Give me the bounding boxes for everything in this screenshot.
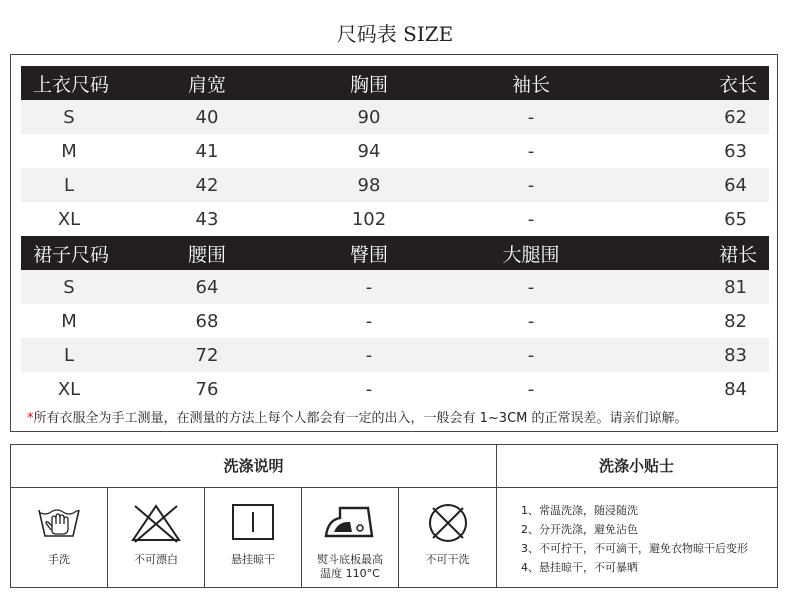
- table-cell: 43: [195, 208, 219, 230]
- table-cell: XL: [57, 378, 81, 400]
- care-label: 不可干洗: [425, 553, 470, 566]
- table-cell: -: [527, 378, 535, 400]
- header-cell: 大腿围: [441, 236, 621, 270]
- table-cell: 42: [117, 168, 297, 202]
- table-row: [21, 100, 769, 134]
- measurement-note: [27, 407, 777, 426]
- table-cell: 68: [195, 310, 219, 332]
- header-cell: 裙子尺码: [21, 236, 117, 270]
- list-item: 1、常温洗涤，随浸随洗: [521, 504, 638, 517]
- divider: [496, 445, 497, 587]
- care-item-hang-dry: [205, 488, 302, 587]
- table-cell: L: [21, 338, 117, 372]
- care-label: 悬挂晾干: [231, 553, 275, 566]
- care-instructions-title: 洗涤说明: [11, 445, 496, 488]
- list-item: 3、不可拧干，不可滴干，避免衣物晾干后变形: [521, 542, 748, 555]
- table-row: [21, 304, 769, 338]
- care-label: 不可漂白: [134, 553, 178, 566]
- table-cell: -: [527, 310, 535, 332]
- table-cell: -: [441, 338, 621, 372]
- header-cell: 裙长: [621, 236, 769, 270]
- header-cell: 衣长: [621, 66, 769, 100]
- note-text: 所有衣服全为手工测量，在测量的方法上每个人都会有一定的出入，一般会有 1~3CM 的正常误差。请亲们谅解。: [33, 411, 688, 426]
- table-cell: -: [441, 100, 621, 134]
- care-item-no-bleach: [108, 488, 205, 587]
- care-tips-title: 洗涤小贴士: [496, 445, 777, 488]
- table-cell: 81: [621, 270, 769, 304]
- size-chart-panel: [10, 54, 778, 432]
- table-cell: XL: [57, 208, 81, 230]
- table-cell: S: [21, 270, 117, 304]
- note-asterisk: *: [27, 411, 34, 426]
- table-cell: 90: [297, 100, 441, 134]
- list-item: 2、分开洗涤，避免沾色: [521, 523, 638, 536]
- care-label: [302, 553, 398, 581]
- table-cell: 63: [724, 140, 747, 162]
- table-cell: -: [365, 378, 373, 400]
- table-cell: L: [21, 168, 117, 202]
- care-label: 手洗: [48, 553, 70, 566]
- table-row: [21, 134, 769, 168]
- care-item-iron: [302, 488, 399, 587]
- table-cell: 72: [117, 338, 297, 372]
- header-cell: 袖长: [441, 66, 621, 100]
- table-cell: 98: [297, 168, 441, 202]
- hang-dry-icon: [230, 502, 276, 542]
- top-header-row: [21, 66, 769, 100]
- table-cell: -: [297, 270, 441, 304]
- table-cell: S: [21, 100, 117, 134]
- table-cell: 65: [724, 208, 747, 230]
- table-cell: 76: [195, 378, 219, 400]
- table-cell: -: [365, 310, 373, 332]
- table-cell: 94: [357, 140, 381, 162]
- care-tips-list: [521, 501, 783, 577]
- table-row: [21, 372, 769, 406]
- table-cell: 41: [195, 140, 219, 162]
- table-cell: 40: [117, 100, 297, 134]
- page-title: 尺码表 SIZE: [336, 22, 454, 46]
- table-cell: 64: [621, 168, 769, 202]
- iron-icon: [322, 502, 378, 542]
- no-dry-clean-icon: [425, 502, 471, 544]
- table-cell: 83: [621, 338, 769, 372]
- header-cell: 胸围: [297, 66, 441, 100]
- care-item-hand-wash: [11, 488, 108, 587]
- header-cell: 上衣尺码: [21, 66, 117, 100]
- care-panel: [10, 444, 778, 588]
- table-cell: 102: [351, 208, 387, 230]
- table-cell: M: [61, 140, 77, 162]
- no-bleach-icon: [129, 502, 183, 544]
- table-cell: -: [527, 208, 535, 230]
- header-cell: 肩宽: [117, 66, 297, 100]
- care-label-line: 温度 110°C: [320, 567, 380, 580]
- table-cell: 84: [724, 378, 747, 400]
- table-row: [21, 202, 769, 236]
- care-label-line: 熨斗底板最高: [317, 553, 383, 566]
- table-cell: 82: [724, 310, 747, 332]
- table-cell: -: [441, 168, 621, 202]
- table-row: [21, 270, 769, 304]
- table-cell: 64: [117, 270, 297, 304]
- table-cell: M: [61, 310, 77, 332]
- skirt-header-row: [21, 236, 769, 270]
- table-cell: -: [527, 140, 535, 162]
- table-row: [21, 168, 769, 202]
- hand-wash-icon: [37, 502, 81, 542]
- header-cell: 臀围: [297, 236, 441, 270]
- table-cell: -: [441, 270, 621, 304]
- size-table: [21, 66, 769, 406]
- table-row: [21, 338, 769, 372]
- table-cell: 62: [621, 100, 769, 134]
- list-item: 4、悬挂晾干，不可暴晒: [521, 561, 638, 574]
- header-cell: 腰围: [117, 236, 297, 270]
- care-item-no-dry-clean: [399, 488, 496, 587]
- table-cell: -: [297, 338, 441, 372]
